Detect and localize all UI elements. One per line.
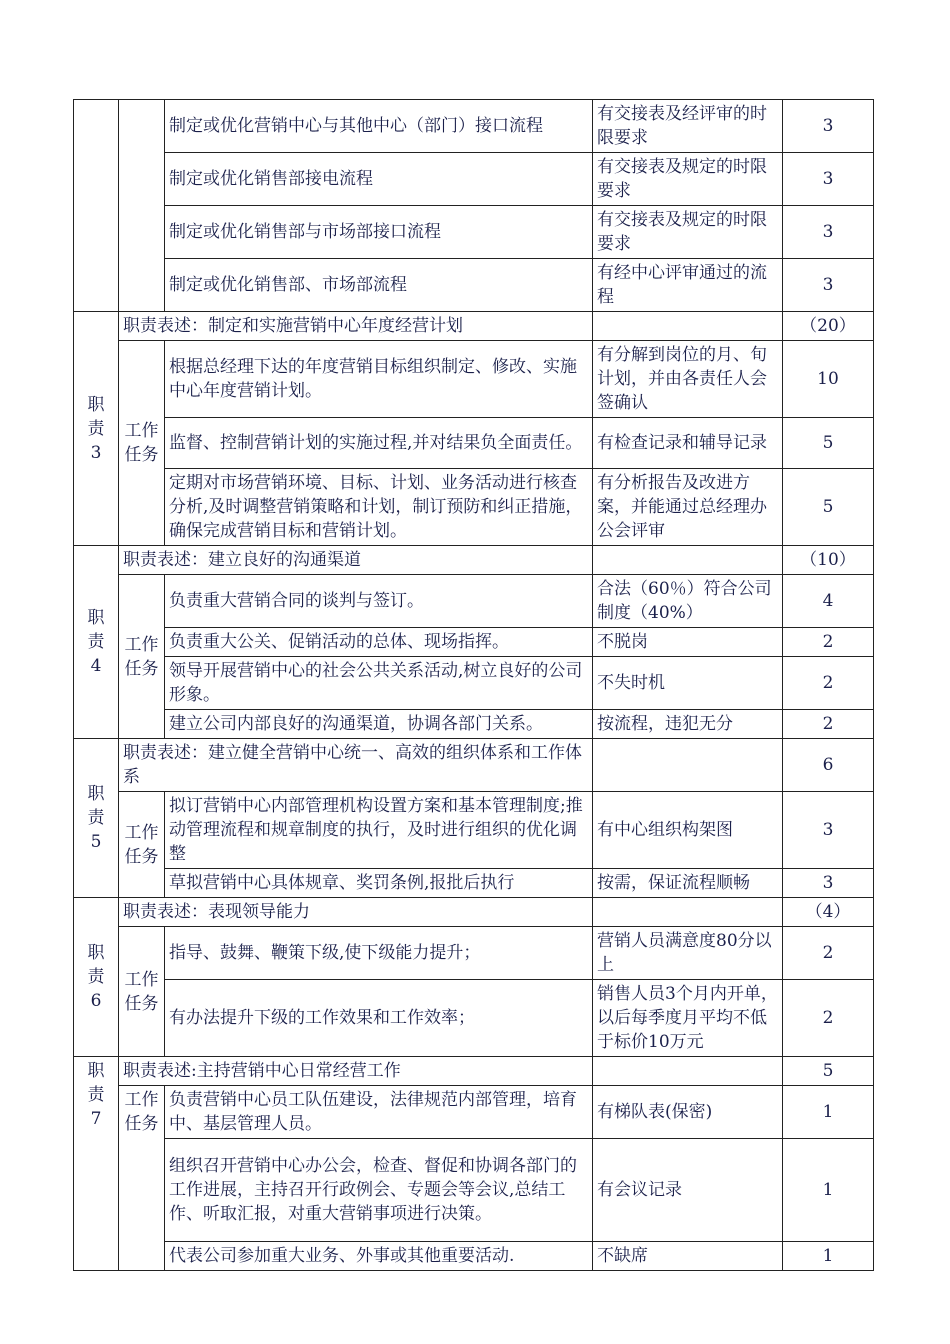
standard-cell: 有分解到岗位的月、旬计划，并由各责任人会签确认 <box>593 341 783 418</box>
duty-total: （4） <box>783 898 874 927</box>
standard-cell: 有检查记录和辅导记录 <box>593 418 783 469</box>
duty-label: 职 责 4 <box>74 546 119 739</box>
score-cell: 1 <box>783 1242 874 1271</box>
standard-cell: 有交接表及经评审的时限要求 <box>593 100 783 153</box>
work-task-label: 工作 任务 <box>119 341 165 546</box>
duty-label: 职 责 3 <box>74 312 119 546</box>
duty-desc-row <box>74 898 874 927</box>
duty-label: 职 责 6 <box>74 898 119 1057</box>
standard-cell: 有交接表及规定的时限要求 <box>593 153 783 206</box>
score-cell: 3 <box>783 259 874 312</box>
score-cell: 3 <box>783 153 874 206</box>
task-cell: 代表公司参加重大业务、外事或其他重要活动. <box>165 1242 593 1271</box>
duty-description: 职责表述：建立良好的沟通渠道 <box>119 546 593 575</box>
task-cell: 有办法提升下级的工作效果和工作效率； <box>165 980 593 1057</box>
standard-cell: 合法（60％）符合公司制度（40%） <box>593 575 783 628</box>
duty-desc-row <box>74 546 874 575</box>
standard-cell <box>593 546 783 575</box>
task-cell: 负责重大公关、促销活动的总体、现场指挥。 <box>165 628 593 657</box>
duty-desc-row <box>74 1057 874 1086</box>
score-cell: 2 <box>783 980 874 1057</box>
task-cell: 根据总经理下达的年度营销目标组织制定、修改、实施中心年度营销计划。 <box>165 341 593 418</box>
standard-cell: 销售人员3个月内开单，以后每季度月平均不低于标价10万元 <box>593 980 783 1057</box>
standard-cell: 不脱岗 <box>593 628 783 657</box>
task-cell: 草拟营销中心具体规章、奖罚条例,报批后执行 <box>165 869 593 898</box>
table-row <box>74 206 874 259</box>
score-cell: 1 <box>783 1139 874 1242</box>
task-cell: 拟订营销中心内部管理机构设置方案和基本管理制度;推动管理流程和规章制度的执行，及时进行组织的优化调整 <box>165 792 593 869</box>
work-task-label: 工作 任务 <box>119 1086 165 1271</box>
task-cell: 监督、控制营销计划的实施过程,并对结果负全面责任。 <box>165 418 593 469</box>
standard-cell <box>593 312 783 341</box>
score-cell: 2 <box>783 657 874 710</box>
table-row <box>74 792 874 869</box>
standard-cell: 营销人员满意度80分以上 <box>593 927 783 980</box>
task-cell: 制定或优化销售部接电流程 <box>165 153 593 206</box>
table-row <box>74 100 874 153</box>
table-row <box>74 469 874 546</box>
duty-description: 职责表述：表现领导能力 <box>119 898 593 927</box>
standard-cell: 有梯队表(保密) <box>593 1086 783 1139</box>
standard-cell: 按流程，违犯无分 <box>593 710 783 739</box>
table-row <box>74 927 874 980</box>
task-cell: 负责重大营销合同的谈判与签订。 <box>165 575 593 628</box>
duty-label: 职 责 5 <box>74 739 119 898</box>
task-cell: 组织召开营销中心办公会，检查、督促和协调各部门的工作进展，主持召开行政例会、专题会等会议,总结工作、听取汇报，对重大营销事项进行决策。 <box>165 1139 593 1242</box>
duty-description: 职责表述：建立健全营销中心统一、高效的组织体系和工作体系 <box>119 739 593 792</box>
score-cell: 3 <box>783 869 874 898</box>
work-task-label: 工作 任务 <box>119 575 165 739</box>
score-cell: 4 <box>783 575 874 628</box>
standard-cell <box>593 1057 783 1086</box>
score-cell: 5 <box>783 418 874 469</box>
standard-cell: 有分析报告及改进方案，并能通过总经理办公会评审 <box>593 469 783 546</box>
score-cell: 3 <box>783 206 874 259</box>
duty-description: 职责表述:主持营销中心日常经营工作 <box>119 1057 593 1086</box>
table-row <box>74 980 874 1057</box>
standard-cell <box>593 739 783 792</box>
score-cell: 3 <box>783 792 874 869</box>
work-task-cell <box>119 100 165 312</box>
work-task-label: 工作 任务 <box>119 927 165 1057</box>
standard-cell: 不失时机 <box>593 657 783 710</box>
score-cell: 2 <box>783 927 874 980</box>
score-cell: 2 <box>783 628 874 657</box>
work-task-label: 工作 任务 <box>119 792 165 898</box>
duty-description: 职责表述：制定和实施营销中心年度经营计划 <box>119 312 593 341</box>
duty-total: （20） <box>783 312 874 341</box>
task-cell: 制定或优化销售部、市场部流程 <box>165 259 593 312</box>
duty-desc-row <box>74 739 874 792</box>
duty-label: 职 责 7 <box>74 1057 119 1271</box>
table-row <box>74 869 874 898</box>
standard-cell: 有交接表及规定的时限要求 <box>593 206 783 259</box>
standard-cell: 不缺席 <box>593 1242 783 1271</box>
table-row <box>74 1086 874 1139</box>
duty-label-cell <box>74 100 119 312</box>
score-cell: 2 <box>783 710 874 739</box>
table-row <box>74 259 874 312</box>
table-row <box>74 575 874 628</box>
score-cell: 10 <box>783 341 874 418</box>
task-cell: 制定或优化营销中心与其他中心（部门）接口流程 <box>165 100 593 153</box>
table-row <box>74 341 874 418</box>
duty-total: （10） <box>783 546 874 575</box>
table-row <box>74 1242 874 1271</box>
standard-cell: 有经中心评审通过的流程 <box>593 259 783 312</box>
duty-table <box>73 99 874 1271</box>
duty-total: 5 <box>783 1057 874 1086</box>
task-cell: 建立公司内部良好的沟通渠道，协调各部门关系。 <box>165 710 593 739</box>
score-cell: 1 <box>783 1086 874 1139</box>
task-cell: 制定或优化销售部与市场部接口流程 <box>165 206 593 259</box>
duty-total: 6 <box>783 739 874 792</box>
table-row <box>74 628 874 657</box>
task-cell: 领导开展营销中心的社会公共关系活动,树立良好的公司形象。 <box>165 657 593 710</box>
task-cell: 定期对市场营销环境、目标、计划、业务活动进行核查分析,及时调整营销策略和计划，制订预防和纠正措施，确保完成营销目标和营销计划。 <box>165 469 593 546</box>
score-cell: 5 <box>783 469 874 546</box>
task-cell: 指导、鼓舞、鞭策下级,使下级能力提升； <box>165 927 593 980</box>
table-row <box>74 418 874 469</box>
duty-desc-row <box>74 312 874 341</box>
table-row <box>74 1139 874 1242</box>
task-cell: 负责营销中心员工队伍建设，法律规范内部管理，培育中、基层管理人员。 <box>165 1086 593 1139</box>
table-row <box>74 710 874 739</box>
standard-cell <box>593 898 783 927</box>
table-row <box>74 657 874 710</box>
table-row <box>74 153 874 206</box>
standard-cell: 按需，保证流程顺畅 <box>593 869 783 898</box>
standard-cell: 有会议记录 <box>593 1139 783 1242</box>
standard-cell: 有中心组织构架图 <box>593 792 783 869</box>
score-cell: 3 <box>783 100 874 153</box>
